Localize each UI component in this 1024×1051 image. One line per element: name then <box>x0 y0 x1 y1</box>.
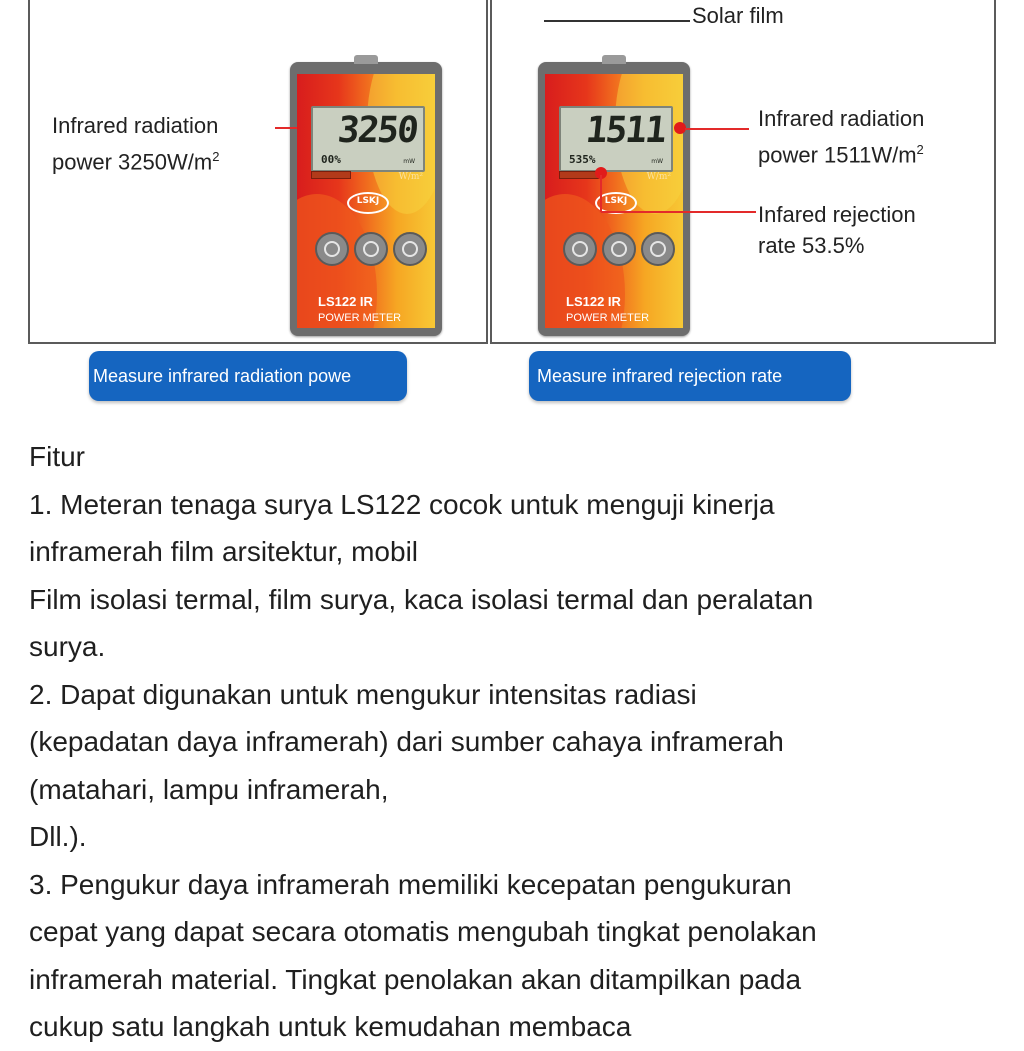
power-button[interactable] <box>563 232 597 266</box>
device-brand <box>318 294 401 326</box>
mode-icon <box>611 241 627 257</box>
device-buttons <box>563 232 675 266</box>
feature-line: inframerah material. Tingkat penolakan akan ditampilkan pada <box>29 963 802 995</box>
hold-button[interactable] <box>393 232 427 266</box>
brand-logo: LSKJ <box>595 192 637 214</box>
lcd-unit: mW <box>403 158 415 165</box>
power-icon <box>324 241 340 257</box>
feature-line: cukup satu langkah untuk kemudahan membaca <box>29 1011 632 1042</box>
rejection-line1: Infared rejection <box>758 202 916 227</box>
power-meter-device-right <box>538 62 690 336</box>
sensor-knob <box>602 55 626 64</box>
unit-label: W/m² <box>646 172 671 182</box>
power-icon <box>572 241 588 257</box>
solar-film-label: Solar film <box>692 3 784 28</box>
feature-line: Dll.). <box>29 821 87 852</box>
mode-button[interactable] <box>602 232 636 266</box>
hold-icon <box>650 241 666 257</box>
feature-line: 2. Dapat digunakan untuk mengukur intensitas radiasi <box>29 678 697 710</box>
unit-label: W/m² <box>398 172 423 182</box>
callout-leader-left <box>275 127 297 129</box>
label-strip <box>559 171 599 179</box>
feature-line: 1. Meteran tenaga surya LS122 cocok untuk menguji kinerja <box>29 488 775 520</box>
rejection-line2: rate 53.5% <box>758 233 865 258</box>
callout-line2: power $1511W/m^2$ <box>758 142 924 168</box>
measure-rejection-button[interactable]: Measure infrared rejection rate <box>529 351 851 401</box>
feature-line: inframerah film arsitektur, mobil <box>29 536 419 567</box>
rejection-callout <box>758 199 916 261</box>
device-product-name: POWER METER <box>566 312 650 324</box>
callout-line1: Infrared radiation <box>52 113 219 138</box>
lcd-main-value: 1511 <box>584 110 668 151</box>
feature-line: Film isolasi termal, film surya, kaca isolasi termal dan peralatan <box>29 583 814 615</box>
radiation-leader-right <box>685 128 749 130</box>
feature-line: surya. <box>29 631 106 662</box>
left-product-panel <box>28 0 488 344</box>
hold-button[interactable] <box>641 232 675 266</box>
lcd-main-value: 3250 <box>336 110 420 151</box>
brand-logo: LSKJ <box>347 192 389 214</box>
callout-line2: power $3250W/m^2$ <box>52 149 220 175</box>
features-section <box>29 433 1004 1051</box>
mode-button[interactable] <box>354 232 388 266</box>
right-product-panel <box>490 0 996 344</box>
features-heading: Fitur <box>29 441 85 472</box>
device-brand <box>566 294 649 326</box>
power-button[interactable] <box>315 232 349 266</box>
lcd-sub-value: 00% <box>321 153 341 166</box>
device-face <box>545 74 683 328</box>
feature-line: (kepadatan daya inframerah) dari sumber cahaya inframerah <box>29 726 784 757</box>
device-model: LS122 IR <box>566 294 621 309</box>
device-buttons <box>315 232 427 266</box>
device-face <box>297 74 435 328</box>
device-product-name: POWER METER <box>318 312 402 324</box>
rejection-leader <box>601 211 756 213</box>
lcd-display <box>559 106 673 172</box>
label-strip <box>311 171 351 179</box>
feature-line: 3. Pengukur daya inframerah memiliki kecepatan pengukuran <box>29 868 792 900</box>
feature-line: cepat yang dapat secara otomatis mengubah tingkat penolakan <box>29 916 817 947</box>
lcd-display <box>311 106 425 172</box>
rejection-leader-vertical <box>600 175 602 212</box>
radiation-callout-right <box>758 103 924 170</box>
measure-radiation-button[interactable]: Measure infrared radiation powe <box>89 351 407 401</box>
hold-icon <box>402 241 418 257</box>
solar-film-leader <box>544 20 690 22</box>
device-model: LS122 IR <box>318 294 373 309</box>
radiation-callout-left <box>52 110 219 177</box>
callout-line1: Infrared radiation <box>758 106 925 131</box>
feature-line: (matahari, lampu inframerah, <box>29 773 389 805</box>
mode-icon <box>363 241 379 257</box>
power-meter-device-left <box>290 62 442 336</box>
lcd-unit: mW <box>651 158 663 165</box>
sensor-knob <box>354 55 378 64</box>
lcd-sub-value: 535% <box>569 153 596 166</box>
